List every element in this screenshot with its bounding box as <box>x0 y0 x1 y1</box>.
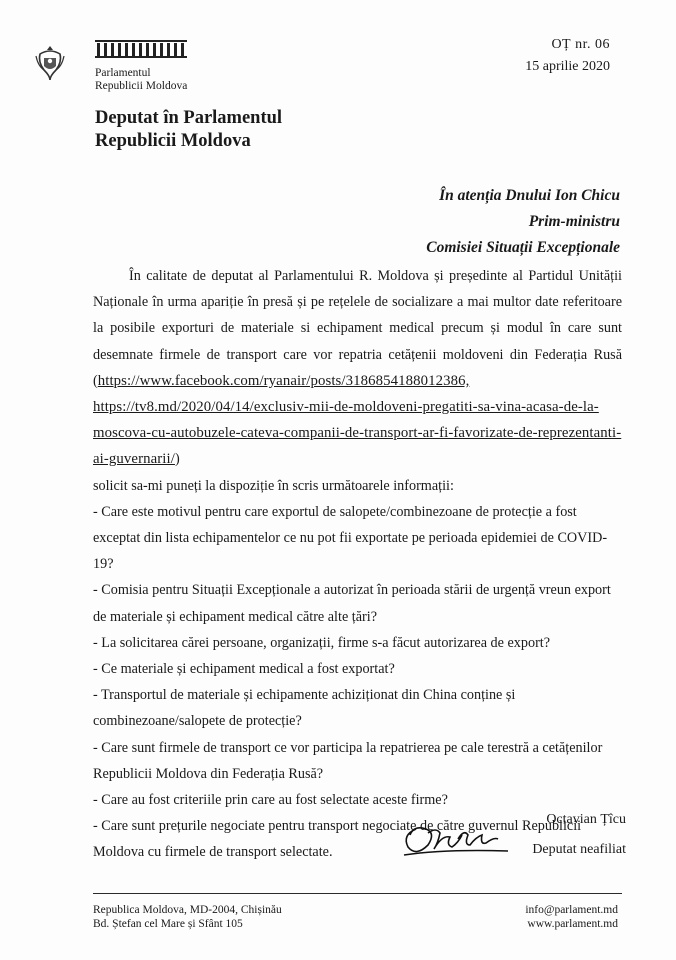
facebook-link[interactable]: https://www.facebook.com/ryanair/posts/3186854188012386, <box>97 372 470 389</box>
request-line: solicit sa-mi puneți la dispoziție în scris următoarele informații: <box>93 477 454 494</box>
signatory-name: Octavian Țîcu <box>546 812 626 827</box>
intro-text: În calitate de deputat al Parlamentului R. Moldova și președinte al Partidul Unității Naționale în urma apariție în presă și pe rețelele de socializare a mai multor date referitoare la posibile exporturi de materiale si echipament medical precum și modul în care sunt desemnate firmele de transport care vor repatria cetățenii moldoveni din Federația Rusă ( <box>93 268 622 389</box>
addressee-line3: Comisiei Situații Excepționale <box>426 239 620 256</box>
sender-heading-line1: Deputat în Parlamentul <box>95 108 283 128</box>
handwritten-signature <box>398 815 513 863</box>
question-item: - Care sunt firmele de transport ce vor participa la repatrierea pe cale terestră a cetățenilor Republicii Moldova din Federația Rusă? <box>93 739 603 782</box>
footer-address-line2: Bd. Ștefan cel Mare și Sfânt 105 <box>93 918 243 930</box>
question-item: - La solicitarea cărei persoane, organizații, firme s-a făcut autorizarea de export? <box>93 634 551 651</box>
parliament-name-line1: Parlamentul <box>95 67 151 79</box>
question-item: - Ce materiale și echipament medical a fost exportat? <box>93 661 395 678</box>
addressee-line1: În atenția Dnului Ion Chicu <box>439 187 620 204</box>
parliament-name-line2: Republicii Moldova <box>95 80 188 92</box>
question-item: - Care sunt prețurile negociate pentru transport negociate de către guvernul Republicii Moldova cu firmele de transport selectate. <box>93 818 582 861</box>
parliament-logo <box>95 40 190 93</box>
sender-heading-line2: Republicii Moldova <box>95 131 251 151</box>
sender-heading <box>95 107 282 153</box>
letter-body <box>93 263 622 866</box>
question-item: - Care este motivul pentru care exportul de salopete/combinezoane de protecție a fost exceptat din lista echipamentelor ce nu pot fii exportate pe perioada epidemiei de COVID-19? <box>93 503 608 573</box>
intro-paragraph <box>93 263 622 473</box>
parliament-columns-icon <box>95 40 187 58</box>
question-item: - Comisia pentru Situații Excepționale a autorizat în perioada stării de urgență vreun export de materiale și echipament medical către alte țări? <box>93 582 611 625</box>
addressee-line2: Prim-ministru <box>528 213 620 230</box>
question-item: - Transportul de materiale și echipamente achiziționat din China conține și combinezoane/salopete de protecție? <box>93 687 516 730</box>
footer-email[interactable]: info@parlament.md <box>525 904 618 916</box>
footer-address-line1: Republica Moldova, MD-2004, Chișinău <box>93 904 282 916</box>
ref-number: OȚ nr. 06 <box>551 37 610 52</box>
addressee-block <box>426 183 620 261</box>
link-close: ) <box>174 451 180 468</box>
footer-address <box>93 903 282 931</box>
document-reference <box>525 34 610 78</box>
signatory-role: Deputat neafiliat <box>532 842 626 857</box>
question-item: - Care au fost criteriile prin care au fost selectate aceste firme? <box>93 792 448 809</box>
document-date: 15 aprilie 2020 <box>525 59 610 74</box>
footer-divider <box>93 893 622 894</box>
footer-website[interactable]: www.parlament.md <box>527 918 618 930</box>
coat-of-arms-icon <box>34 44 66 82</box>
footer-contacts <box>525 903 618 931</box>
tv8-article-link[interactable]: https://tv8.md/2020/04/14/exclusiv-mii-de-moldoveni-pregatiti-sa-vina-acasa-de-la-moscova-cu-autobuzele-cateva-companii-de-transport-ar-fi-favorizate-de-reprezentanti-ai-guvernarii/ <box>93 399 622 468</box>
